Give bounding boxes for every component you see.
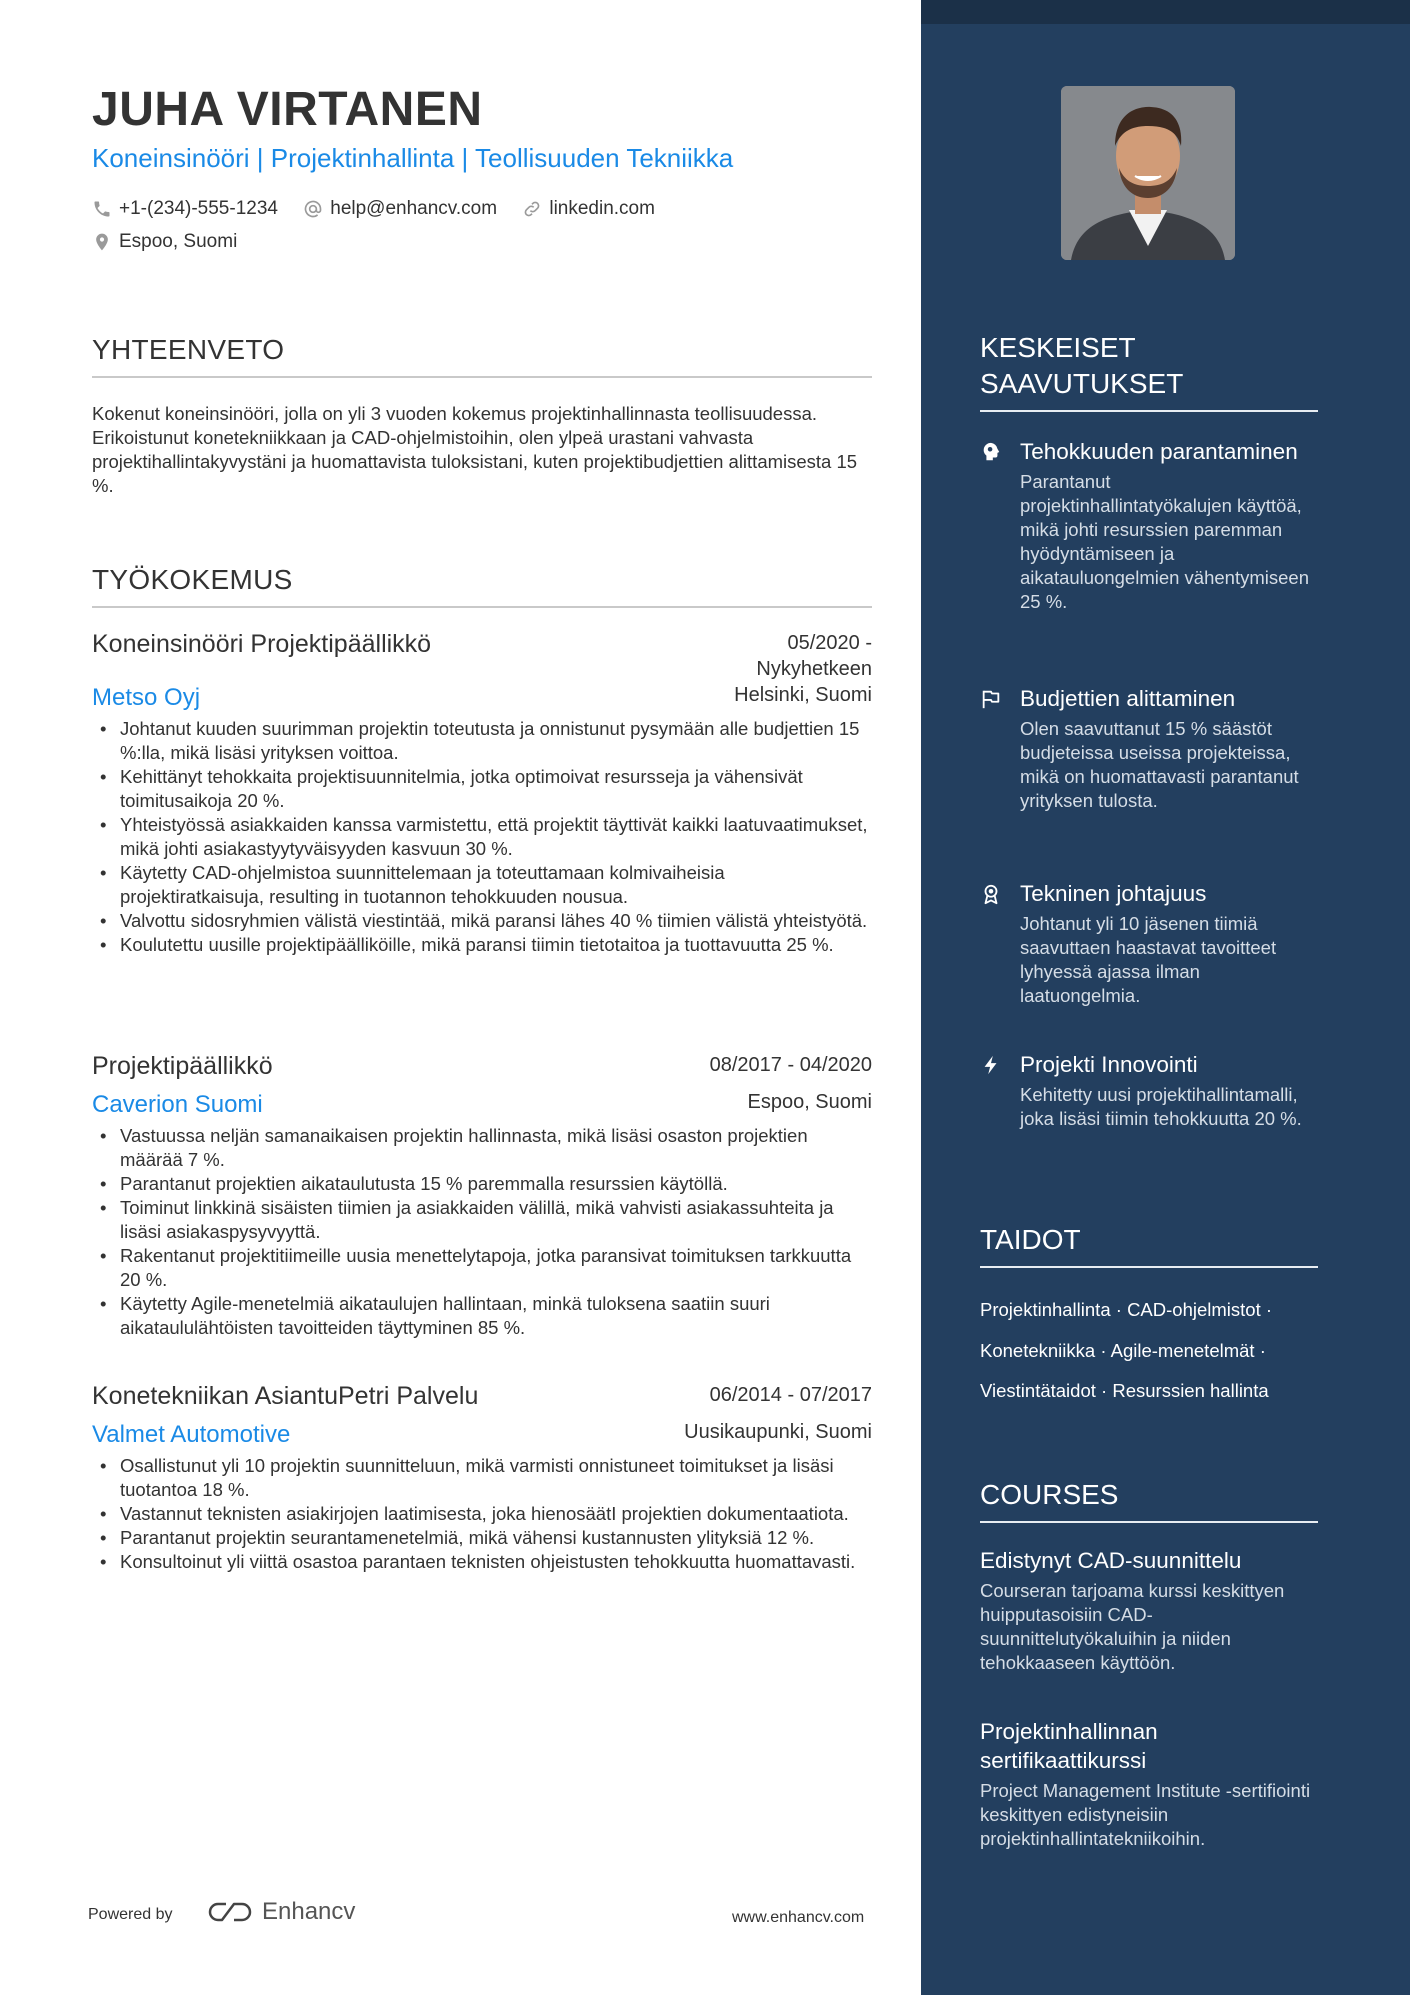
skill-item: Viestintätaidot bbox=[980, 1380, 1096, 1401]
job-bullet: • Konsultoinut yli viittä osastoa parantaen teknisten ohjeistusten tehokkuutta huomattavasti. bbox=[92, 1550, 872, 1574]
job-entry bbox=[92, 1382, 872, 1574]
phone-text: +1-(234)-555-1234 bbox=[119, 198, 278, 219]
linkedin-text: linkedin.com bbox=[549, 198, 655, 219]
course-description: Courseran tarjoama kurssi keskittyen huipputasoisiin CAD-suunnittelutyökaluihin ja niiden tehokkaaseen käyttöön. bbox=[980, 1580, 1285, 1673]
job-date: 08/2017 - 04/2020 bbox=[709, 1054, 872, 1076]
brand-name: Enhancv bbox=[262, 1898, 356, 1925]
job-title: Konetekniikan AsiantuPetri Palvelu bbox=[92, 1382, 479, 1410]
achievement-description: Kehitetty uusi projektihallintamalli, joka lisäsi tiimin tehokkuutta 20 %. bbox=[1020, 1084, 1302, 1129]
phone-icon bbox=[92, 199, 112, 219]
job-bullet: • Parantanut projektien aikataulutusta 15 % paremmalla resurssien käytöllä. bbox=[92, 1172, 872, 1196]
skill-item: Resurssien hallinta bbox=[1112, 1380, 1269, 1401]
course-item bbox=[980, 1546, 1320, 1675]
job-bullet: • Käytetty Agile-menetelmiä aikataulujen hallintaan, minkä tuloksena saatiin suuri aikataululähtöisten tavoitteiden täyttyminen 85 %. bbox=[92, 1292, 872, 1340]
course-item bbox=[980, 1717, 1320, 1851]
job-bullets bbox=[92, 1124, 872, 1340]
linkedin-contact[interactable] bbox=[522, 196, 655, 222]
job-date: 06/2014 - 07/2017 bbox=[709, 1384, 872, 1406]
achievement-description: Parantanut projektinhallintatyökalujen käyttöä, mikä johti resurssien paremman hyödyntämiseen ja aikatauluongelmien vähentymiseen 25 %. bbox=[1020, 471, 1309, 612]
email-text: help@enhancv.com bbox=[330, 198, 498, 219]
link-icon bbox=[522, 199, 542, 219]
achievement-title: Tehokkuuden parantaminen bbox=[1020, 439, 1298, 464]
course-description: Project Management Institute -sertifiointi keskittyen edistyneisiin projektinhallintatekniikoihin. bbox=[980, 1780, 1311, 1849]
location-text: Espoo, Suomi bbox=[119, 231, 238, 252]
course-title: Edistynyt CAD-suunnittelu bbox=[980, 1548, 1242, 1573]
job-location: Uusikaupunki, Suomi bbox=[684, 1421, 872, 1443]
candidate-title: Koneinsinööri | Projektinhallinta | Teollisuuden Tekniikka bbox=[92, 143, 734, 173]
at-icon bbox=[303, 199, 323, 219]
enhancv-logo-icon bbox=[206, 1899, 254, 1925]
job-location: Espoo, Suomi bbox=[747, 1091, 872, 1113]
job-bullet: • Rakentanut projektitiimeille uusia menettelytapoja, jotka paransivat toimituksen tarkkuutta 20 %. bbox=[92, 1244, 872, 1292]
skills-list: Projektinhallinta · CAD-ohjelmistot · Konetekniikka · Agile-menetelmät · Viestintätaidot · Resurssien hallinta bbox=[980, 1299, 1273, 1401]
job-bullet: • Osallistunut yli 10 projektin suunnitteluun, mikä varmisti onnistuneet toimitukset ja lisäsi tuotantoa 18 %. bbox=[92, 1454, 872, 1502]
location-contact bbox=[92, 229, 237, 255]
job-bullet: • Vastuussa neljän samanaikaisen projektin hallinnasta, mikä lisäsi osaston projektien määrää 7 %. bbox=[92, 1124, 872, 1172]
job-date bbox=[756, 630, 872, 682]
profile-photo bbox=[1061, 86, 1235, 260]
job-bullets bbox=[92, 1454, 872, 1574]
skill-item: CAD-ohjelmistot bbox=[1127, 1299, 1261, 1320]
flag-icon bbox=[980, 688, 1002, 710]
sidebar-top-bar bbox=[921, 0, 1410, 24]
experience-heading: TYÖKOKEMUS bbox=[92, 564, 872, 608]
job-bullet: • Johtanut kuuden suurimman projektin toteutusta ja onnistunut pysymään alle budjettien 15 %:lla, mikä lisäsi yrityksen voittoa. bbox=[92, 717, 872, 765]
contact-info bbox=[92, 196, 852, 262]
award-icon bbox=[980, 883, 1002, 905]
brand-logo[interactable] bbox=[206, 1898, 355, 1926]
footer-url[interactable]: www.enhancv.com bbox=[732, 1909, 865, 1926]
achievement-item bbox=[980, 879, 1320, 1008]
job-entry bbox=[92, 630, 872, 957]
person-portrait-icon bbox=[1061, 86, 1235, 260]
location-pin-icon bbox=[92, 232, 112, 252]
job-date-end: Nykyhetkeen bbox=[756, 658, 872, 680]
lightbulb-head-icon bbox=[980, 441, 1002, 463]
job-bullet: • Valvottu sidosryhmien välistä viestintää, mikä paransi lähes 40 % tiimien välistä yhteistyötä. bbox=[92, 909, 872, 933]
skills-heading: TAIDOT bbox=[980, 1222, 1318, 1268]
achievement-title: Projekti Innovointi bbox=[1020, 1052, 1198, 1077]
skill-item: Agile-menetelmät bbox=[1110, 1339, 1255, 1361]
job-bullet: • Vastannut teknisten asiakirjojen laatimisesta, joka hienosäätI projektien dokumentaatiota. bbox=[92, 1502, 872, 1526]
job-bullets bbox=[92, 717, 872, 957]
achievements-heading: KESKEISET SAAVUTUKSET bbox=[980, 330, 1318, 412]
skill-item: Projektinhallinta bbox=[980, 1299, 1111, 1320]
summary-heading: YHTEENVETO bbox=[92, 334, 872, 378]
achievement-item bbox=[980, 684, 1320, 813]
job-bullet: • Toiminut linkkinä sisäisten tiimien ja asiakkaiden välillä, mikä vahvisti asiakassuhteita ja lisäsi asiakaspysyvyyttä. bbox=[92, 1196, 872, 1244]
job-title: Koneinsinööri Projektipäällikkö bbox=[92, 630, 432, 658]
job-bullet: • Parantanut projektin seurantamenetelmiä, mikä vähensi kustannusten ylityksiä 12 %. bbox=[92, 1526, 872, 1550]
email-contact[interactable] bbox=[303, 196, 497, 222]
job-company: Metso Oyj bbox=[92, 684, 201, 711]
courses-heading: COURSES bbox=[980, 1477, 1318, 1523]
achievement-item bbox=[980, 1050, 1320, 1131]
achievement-description: Olen saavuttanut 15 % säästöt budjeteissa useissa projekteissa, mikä on huomattavasti parantanut yrityksen tulosta. bbox=[1020, 718, 1299, 811]
powered-by-label: Powered by bbox=[88, 1906, 173, 1923]
job-bullet: • Koulutettu uusille projektipäälliköille, mikä paransi tiimin tietotaitoa ja tuottavuutta 25 %. bbox=[92, 933, 872, 957]
lightning-icon bbox=[980, 1054, 1002, 1076]
achievement-description: Johtanut yli 10 jäsenen tiimiä saavuttaen haastavat tavoitteet lyhyessä ajassa ilman laatuongelmia. bbox=[1020, 913, 1277, 1006]
achievement-item bbox=[980, 437, 1320, 614]
job-location: Helsinki, Suomi bbox=[734, 684, 872, 706]
course-title: Projektinhallinnan sertifikaattikurssi bbox=[980, 1719, 1158, 1773]
phone-contact[interactable] bbox=[92, 196, 278, 222]
job-company: Valmet Automotive bbox=[92, 1421, 291, 1448]
achievement-title: Tekninen johtajuus bbox=[1020, 881, 1207, 906]
summary-text: Kokenut koneinsinööri, jolla on yli 3 vuoden kokemus projektinhallinnasta teollisuudessa. Erikoistunut konetekniikkaan ja CAD-ohjelmistoihin, olen ylpeä urastani vahvasta projektihallintakyvystäni ja huomattavista tuloksistani, kuten projektibudjettien alittamisesta 15 %. bbox=[92, 403, 858, 496]
skill-item: Konetekniikka bbox=[980, 1339, 1096, 1361]
job-entry bbox=[92, 1052, 872, 1340]
candidate-name: JUHA VIRTANEN bbox=[92, 83, 483, 136]
job-bullet: • Kehittänyt tehokkaita projektisuunnitelmia, jotka optimoivat resursseja ja vähensivät toimitusaikoja 20 %. bbox=[92, 765, 872, 813]
job-bullet: • Yhteistyössä asiakkaiden kanssa varmistettu, että projektit täyttivät kaikki laatuvaatimukset, mikä johti asiakastyytyväisyyden kasvuun 30 %. bbox=[92, 813, 872, 861]
achievement-title: Budjettien alittaminen bbox=[1020, 686, 1236, 711]
job-bullet: • Käytetty CAD-ohjelmistoa suunnittelemaan ja toteuttamaan kolmivaiheisia projektiratkaisuja, resulting in tuotannon tehokkuuden nousua. bbox=[92, 861, 872, 909]
job-company: Caverion Suomi bbox=[92, 1091, 263, 1118]
job-title: Projektipäällikkö bbox=[92, 1052, 273, 1080]
job-date-start: 05/2020 - bbox=[787, 632, 872, 654]
